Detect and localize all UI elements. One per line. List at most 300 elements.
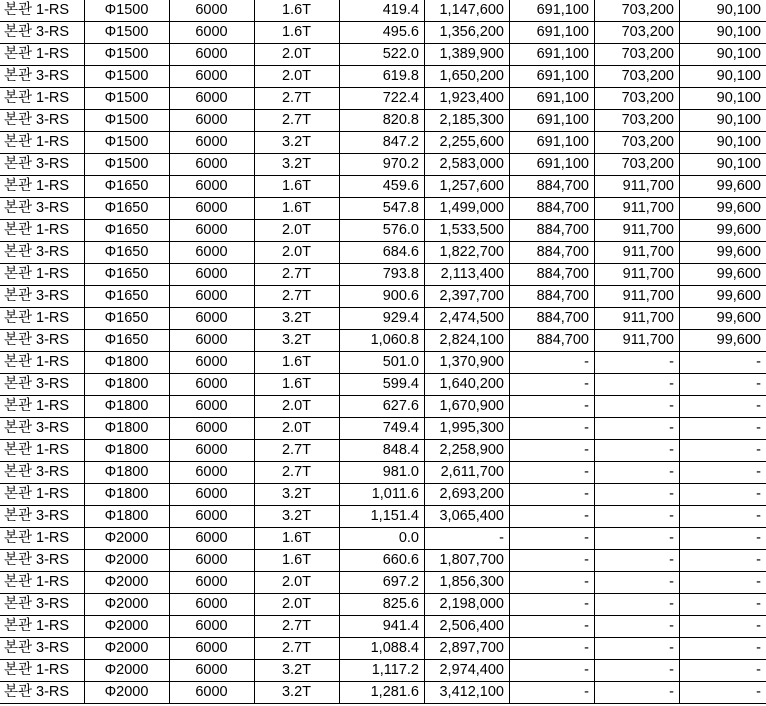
weight-cell[interactable]: 722.4 — [340, 88, 425, 110]
value-b-cell[interactable]: 911,700 — [595, 286, 680, 308]
thickness-cell[interactable]: 1.6T — [255, 528, 340, 550]
thickness-cell[interactable]: 1.6T — [255, 0, 340, 22]
value-b-cell[interactable]: - — [595, 638, 680, 660]
thickness-cell[interactable]: 2.0T — [255, 44, 340, 66]
value-b-cell[interactable]: - — [595, 616, 680, 638]
value-c-cell[interactable]: 99,600 — [680, 176, 766, 198]
weight-cell[interactable]: 419.4 — [340, 0, 425, 22]
price-cell[interactable]: 2,974,400 — [425, 660, 510, 682]
location-cell[interactable]: 본관 1-RS — [0, 572, 85, 594]
value-a-cell[interactable]: - — [510, 396, 595, 418]
value-c-cell[interactable]: - — [680, 440, 766, 462]
value-b-cell[interactable]: 703,200 — [595, 154, 680, 176]
thickness-cell[interactable]: 2.0T — [255, 594, 340, 616]
length-cell[interactable]: 6000 — [170, 594, 255, 616]
diameter-cell[interactable]: Φ1800 — [85, 440, 170, 462]
diameter-cell[interactable]: Φ1500 — [85, 154, 170, 176]
value-b-cell[interactable]: - — [595, 528, 680, 550]
value-a-cell[interactable]: 884,700 — [510, 286, 595, 308]
price-cell[interactable]: 2,198,000 — [425, 594, 510, 616]
value-a-cell[interactable]: - — [510, 440, 595, 462]
length-cell[interactable]: 6000 — [170, 418, 255, 440]
value-b-cell[interactable]: - — [595, 660, 680, 682]
table-row[interactable] — [0, 572, 766, 594]
table-row[interactable] — [0, 176, 766, 198]
value-b-cell[interactable]: 911,700 — [595, 242, 680, 264]
diameter-cell[interactable]: Φ2000 — [85, 638, 170, 660]
diameter-cell[interactable]: Φ2000 — [85, 660, 170, 682]
diameter-cell[interactable]: Φ1800 — [85, 506, 170, 528]
thickness-cell[interactable]: 2.7T — [255, 638, 340, 660]
thickness-cell[interactable]: 3.2T — [255, 506, 340, 528]
value-a-cell[interactable]: - — [510, 418, 595, 440]
location-cell[interactable]: 본관 1-RS — [0, 484, 85, 506]
value-b-cell[interactable]: - — [595, 506, 680, 528]
value-a-cell[interactable]: 691,100 — [510, 44, 595, 66]
diameter-cell[interactable]: Φ1650 — [85, 308, 170, 330]
value-a-cell[interactable]: - — [510, 572, 595, 594]
table-row[interactable] — [0, 462, 766, 484]
thickness-cell[interactable]: 2.0T — [255, 66, 340, 88]
price-cell[interactable]: 1,807,700 — [425, 550, 510, 572]
location-cell[interactable]: 본관 1-RS — [0, 616, 85, 638]
diameter-cell[interactable]: Φ1650 — [85, 330, 170, 352]
thickness-cell[interactable]: 2.0T — [255, 396, 340, 418]
table-row[interactable] — [0, 308, 766, 330]
value-a-cell[interactable]: 691,100 — [510, 22, 595, 44]
length-cell[interactable]: 6000 — [170, 616, 255, 638]
table-row[interactable] — [0, 638, 766, 660]
price-cell[interactable]: 1,670,900 — [425, 396, 510, 418]
weight-cell[interactable]: 576.0 — [340, 220, 425, 242]
weight-cell[interactable]: 684.6 — [340, 242, 425, 264]
length-cell[interactable]: 6000 — [170, 506, 255, 528]
location-cell[interactable]: 본관 3-RS — [0, 638, 85, 660]
weight-cell[interactable]: 820.8 — [340, 110, 425, 132]
value-a-cell[interactable]: 691,100 — [510, 132, 595, 154]
value-c-cell[interactable]: - — [680, 506, 766, 528]
diameter-cell[interactable]: Φ1500 — [85, 88, 170, 110]
table-row[interactable] — [0, 154, 766, 176]
diameter-cell[interactable]: Φ2000 — [85, 594, 170, 616]
table-row[interactable] — [0, 330, 766, 352]
value-a-cell[interactable]: - — [510, 374, 595, 396]
value-a-cell[interactable]: - — [510, 682, 595, 704]
price-cell[interactable]: 1,856,300 — [425, 572, 510, 594]
diameter-cell[interactable]: Φ1800 — [85, 352, 170, 374]
value-b-cell[interactable]: 703,200 — [595, 110, 680, 132]
length-cell[interactable]: 6000 — [170, 484, 255, 506]
table-row[interactable] — [0, 550, 766, 572]
location-cell[interactable]: 본관 3-RS — [0, 154, 85, 176]
weight-cell[interactable]: 547.8 — [340, 198, 425, 220]
value-a-cell[interactable]: 884,700 — [510, 264, 595, 286]
value-b-cell[interactable]: - — [595, 462, 680, 484]
value-c-cell[interactable]: - — [680, 418, 766, 440]
location-cell[interactable]: 본관 3-RS — [0, 22, 85, 44]
diameter-cell[interactable]: Φ1650 — [85, 176, 170, 198]
value-a-cell[interactable]: - — [510, 616, 595, 638]
length-cell[interactable]: 6000 — [170, 550, 255, 572]
length-cell[interactable]: 6000 — [170, 242, 255, 264]
table-row[interactable] — [0, 484, 766, 506]
location-cell[interactable]: 본관 1-RS — [0, 396, 85, 418]
price-cell[interactable]: - — [425, 528, 510, 550]
price-cell[interactable]: 2,185,300 — [425, 110, 510, 132]
value-b-cell[interactable]: 703,200 — [595, 0, 680, 22]
weight-cell[interactable]: 1,151.4 — [340, 506, 425, 528]
value-c-cell[interactable]: - — [680, 572, 766, 594]
price-cell[interactable]: 2,583,000 — [425, 154, 510, 176]
thickness-cell[interactable]: 2.7T — [255, 110, 340, 132]
value-a-cell[interactable]: - — [510, 638, 595, 660]
weight-cell[interactable]: 900.6 — [340, 286, 425, 308]
value-c-cell[interactable]: 99,600 — [680, 308, 766, 330]
thickness-cell[interactable]: 2.7T — [255, 462, 340, 484]
table-row[interactable] — [0, 396, 766, 418]
location-cell[interactable]: 본관 1-RS — [0, 440, 85, 462]
value-c-cell[interactable]: 90,100 — [680, 110, 766, 132]
diameter-cell[interactable]: Φ1800 — [85, 374, 170, 396]
thickness-cell[interactable]: 3.2T — [255, 132, 340, 154]
table-row[interactable] — [0, 418, 766, 440]
price-cell[interactable]: 1,640,200 — [425, 374, 510, 396]
value-c-cell[interactable]: - — [680, 396, 766, 418]
location-cell[interactable]: 본관 1-RS — [0, 352, 85, 374]
value-a-cell[interactable]: 691,100 — [510, 0, 595, 22]
thickness-cell[interactable]: 2.7T — [255, 286, 340, 308]
thickness-cell[interactable]: 2.7T — [255, 440, 340, 462]
table-row[interactable] — [0, 352, 766, 374]
weight-cell[interactable]: 749.4 — [340, 418, 425, 440]
value-a-cell[interactable]: - — [510, 352, 595, 374]
table-row[interactable] — [0, 528, 766, 550]
table-row[interactable] — [0, 440, 766, 462]
location-cell[interactable]: 본관 1-RS — [0, 0, 85, 22]
weight-cell[interactable]: 1,060.8 — [340, 330, 425, 352]
value-c-cell[interactable]: 90,100 — [680, 0, 766, 22]
length-cell[interactable]: 6000 — [170, 88, 255, 110]
value-a-cell[interactable]: - — [510, 484, 595, 506]
diameter-cell[interactable]: Φ2000 — [85, 572, 170, 594]
table-row[interactable] — [0, 22, 766, 44]
value-c-cell[interactable]: 90,100 — [680, 66, 766, 88]
value-b-cell[interactable]: 703,200 — [595, 44, 680, 66]
price-cell[interactable]: 1,356,200 — [425, 22, 510, 44]
thickness-cell[interactable]: 3.2T — [255, 484, 340, 506]
price-cell[interactable]: 2,258,900 — [425, 440, 510, 462]
value-c-cell[interactable]: 90,100 — [680, 154, 766, 176]
location-cell[interactable]: 본관 1-RS — [0, 528, 85, 550]
price-cell[interactable]: 3,065,400 — [425, 506, 510, 528]
diameter-cell[interactable]: Φ2000 — [85, 528, 170, 550]
table-row[interactable] — [0, 616, 766, 638]
location-cell[interactable]: 본관 1-RS — [0, 308, 85, 330]
price-cell[interactable]: 1,257,600 — [425, 176, 510, 198]
value-a-cell[interactable]: 884,700 — [510, 176, 595, 198]
thickness-cell[interactable]: 1.6T — [255, 22, 340, 44]
value-b-cell[interactable]: 703,200 — [595, 132, 680, 154]
diameter-cell[interactable]: Φ1650 — [85, 286, 170, 308]
weight-cell[interactable]: 1,011.6 — [340, 484, 425, 506]
value-b-cell[interactable]: 703,200 — [595, 66, 680, 88]
diameter-cell[interactable]: Φ1500 — [85, 44, 170, 66]
length-cell[interactable]: 6000 — [170, 440, 255, 462]
table-row[interactable] — [0, 286, 766, 308]
weight-cell[interactable]: 970.2 — [340, 154, 425, 176]
thickness-cell[interactable]: 3.2T — [255, 682, 340, 704]
thickness-cell[interactable]: 1.6T — [255, 352, 340, 374]
value-c-cell[interactable]: - — [680, 638, 766, 660]
location-cell[interactable]: 본관 1-RS — [0, 132, 85, 154]
thickness-cell[interactable]: 2.7T — [255, 264, 340, 286]
value-c-cell[interactable]: - — [680, 594, 766, 616]
value-c-cell[interactable]: - — [680, 374, 766, 396]
weight-cell[interactable]: 929.4 — [340, 308, 425, 330]
value-c-cell[interactable]: - — [680, 616, 766, 638]
value-b-cell[interactable]: - — [595, 682, 680, 704]
location-cell[interactable]: 본관 3-RS — [0, 462, 85, 484]
value-a-cell[interactable]: 884,700 — [510, 308, 595, 330]
value-c-cell[interactable]: - — [680, 528, 766, 550]
value-c-cell[interactable]: - — [680, 484, 766, 506]
weight-cell[interactable]: 1,281.6 — [340, 682, 425, 704]
value-b-cell[interactable]: 703,200 — [595, 88, 680, 110]
value-c-cell[interactable]: - — [680, 352, 766, 374]
length-cell[interactable]: 6000 — [170, 198, 255, 220]
value-a-cell[interactable]: - — [510, 594, 595, 616]
table-row[interactable] — [0, 0, 766, 22]
value-a-cell[interactable]: 884,700 — [510, 330, 595, 352]
table-row[interactable] — [0, 506, 766, 528]
thickness-cell[interactable]: 1.6T — [255, 198, 340, 220]
table-row[interactable] — [0, 132, 766, 154]
table-row[interactable] — [0, 374, 766, 396]
value-c-cell[interactable]: 90,100 — [680, 132, 766, 154]
price-cell[interactable]: 1,499,000 — [425, 198, 510, 220]
table-row[interactable] — [0, 242, 766, 264]
value-b-cell[interactable]: - — [595, 374, 680, 396]
thickness-cell[interactable]: 2.0T — [255, 418, 340, 440]
diameter-cell[interactable]: Φ2000 — [85, 616, 170, 638]
location-cell[interactable]: 본관 1-RS — [0, 220, 85, 242]
price-cell[interactable]: 1,822,700 — [425, 242, 510, 264]
length-cell[interactable]: 6000 — [170, 638, 255, 660]
table-row[interactable] — [0, 264, 766, 286]
weight-cell[interactable]: 941.4 — [340, 616, 425, 638]
price-cell[interactable]: 1,923,400 — [425, 88, 510, 110]
length-cell[interactable]: 6000 — [170, 44, 255, 66]
value-c-cell[interactable]: 90,100 — [680, 22, 766, 44]
thickness-cell[interactable]: 2.7T — [255, 88, 340, 110]
location-cell[interactable]: 본관 3-RS — [0, 198, 85, 220]
value-b-cell[interactable]: 911,700 — [595, 330, 680, 352]
value-b-cell[interactable]: 911,700 — [595, 220, 680, 242]
value-c-cell[interactable]: 99,600 — [680, 264, 766, 286]
price-cell[interactable]: 2,506,400 — [425, 616, 510, 638]
table-row[interactable] — [0, 198, 766, 220]
thickness-cell[interactable]: 2.7T — [255, 616, 340, 638]
price-cell[interactable]: 2,693,200 — [425, 484, 510, 506]
value-a-cell[interactable]: - — [510, 660, 595, 682]
value-c-cell[interactable]: 99,600 — [680, 220, 766, 242]
weight-cell[interactable]: 697.2 — [340, 572, 425, 594]
location-cell[interactable]: 본관 1-RS — [0, 44, 85, 66]
value-b-cell[interactable]: - — [595, 418, 680, 440]
weight-cell[interactable]: 847.2 — [340, 132, 425, 154]
diameter-cell[interactable]: Φ1650 — [85, 220, 170, 242]
length-cell[interactable]: 6000 — [170, 220, 255, 242]
diameter-cell[interactable]: Φ2000 — [85, 682, 170, 704]
weight-cell[interactable]: 660.6 — [340, 550, 425, 572]
length-cell[interactable]: 6000 — [170, 330, 255, 352]
value-c-cell[interactable]: 99,600 — [680, 286, 766, 308]
value-a-cell[interactable]: 691,100 — [510, 88, 595, 110]
diameter-cell[interactable]: Φ1800 — [85, 462, 170, 484]
diameter-cell[interactable]: Φ1500 — [85, 132, 170, 154]
length-cell[interactable]: 6000 — [170, 396, 255, 418]
thickness-cell[interactable]: 3.2T — [255, 308, 340, 330]
value-c-cell[interactable]: 90,100 — [680, 88, 766, 110]
table-row[interactable] — [0, 660, 766, 682]
price-cell[interactable]: 2,474,500 — [425, 308, 510, 330]
location-cell[interactable]: 본관 3-RS — [0, 418, 85, 440]
value-c-cell[interactable]: - — [680, 660, 766, 682]
length-cell[interactable]: 6000 — [170, 154, 255, 176]
location-cell[interactable]: 본관 3-RS — [0, 682, 85, 704]
price-cell[interactable]: 3,412,100 — [425, 682, 510, 704]
diameter-cell[interactable]: Φ1800 — [85, 396, 170, 418]
length-cell[interactable]: 6000 — [170, 308, 255, 330]
length-cell[interactable]: 6000 — [170, 572, 255, 594]
value-c-cell[interactable]: - — [680, 550, 766, 572]
location-cell[interactable]: 본관 3-RS — [0, 550, 85, 572]
table-row[interactable] — [0, 66, 766, 88]
location-cell[interactable]: 본관 3-RS — [0, 374, 85, 396]
length-cell[interactable]: 6000 — [170, 66, 255, 88]
value-a-cell[interactable]: 884,700 — [510, 242, 595, 264]
diameter-cell[interactable]: Φ1650 — [85, 198, 170, 220]
thickness-cell[interactable]: 1.6T — [255, 176, 340, 198]
price-cell[interactable]: 2,255,600 — [425, 132, 510, 154]
value-b-cell[interactable]: - — [595, 440, 680, 462]
value-b-cell[interactable]: 911,700 — [595, 176, 680, 198]
weight-cell[interactable]: 599.4 — [340, 374, 425, 396]
table-row[interactable] — [0, 44, 766, 66]
length-cell[interactable]: 6000 — [170, 374, 255, 396]
weight-cell[interactable]: 459.6 — [340, 176, 425, 198]
length-cell[interactable]: 6000 — [170, 0, 255, 22]
value-b-cell[interactable]: 911,700 — [595, 264, 680, 286]
value-c-cell[interactable]: 99,600 — [680, 330, 766, 352]
length-cell[interactable]: 6000 — [170, 132, 255, 154]
value-b-cell[interactable]: - — [595, 572, 680, 594]
price-cell[interactable]: 1,147,600 — [425, 0, 510, 22]
value-b-cell[interactable]: 911,700 — [595, 198, 680, 220]
location-cell[interactable]: 본관 3-RS — [0, 110, 85, 132]
table-row[interactable] — [0, 88, 766, 110]
table-row[interactable] — [0, 594, 766, 616]
diameter-cell[interactable]: Φ1800 — [85, 418, 170, 440]
diameter-cell[interactable]: Φ1500 — [85, 0, 170, 22]
length-cell[interactable]: 6000 — [170, 352, 255, 374]
value-c-cell[interactable]: - — [680, 682, 766, 704]
thickness-cell[interactable]: 2.0T — [255, 572, 340, 594]
price-cell[interactable]: 2,397,700 — [425, 286, 510, 308]
value-c-cell[interactable]: 99,600 — [680, 242, 766, 264]
value-b-cell[interactable]: 911,700 — [595, 308, 680, 330]
thickness-cell[interactable]: 3.2T — [255, 330, 340, 352]
value-a-cell[interactable]: - — [510, 506, 595, 528]
value-a-cell[interactable]: 884,700 — [510, 198, 595, 220]
value-a-cell[interactable]: 691,100 — [510, 66, 595, 88]
diameter-cell[interactable]: Φ1650 — [85, 264, 170, 286]
location-cell[interactable]: 본관 3-RS — [0, 506, 85, 528]
weight-cell[interactable]: 495.6 — [340, 22, 425, 44]
table-row[interactable] — [0, 682, 766, 704]
price-cell[interactable]: 2,113,400 — [425, 264, 510, 286]
length-cell[interactable]: 6000 — [170, 682, 255, 704]
weight-cell[interactable]: 0.0 — [340, 528, 425, 550]
length-cell[interactable]: 6000 — [170, 110, 255, 132]
value-b-cell[interactable]: 703,200 — [595, 22, 680, 44]
value-a-cell[interactable]: 691,100 — [510, 154, 595, 176]
value-c-cell[interactable]: 90,100 — [680, 44, 766, 66]
length-cell[interactable]: 6000 — [170, 176, 255, 198]
thickness-cell[interactable]: 3.2T — [255, 660, 340, 682]
weight-cell[interactable]: 1,117.2 — [340, 660, 425, 682]
location-cell[interactable]: 본관 1-RS — [0, 264, 85, 286]
weight-cell[interactable]: 848.4 — [340, 440, 425, 462]
weight-cell[interactable]: 825.6 — [340, 594, 425, 616]
value-c-cell[interactable]: - — [680, 462, 766, 484]
length-cell[interactable]: 6000 — [170, 528, 255, 550]
location-cell[interactable]: 본관 3-RS — [0, 594, 85, 616]
location-cell[interactable]: 본관 1-RS — [0, 88, 85, 110]
price-cell[interactable]: 1,533,500 — [425, 220, 510, 242]
weight-cell[interactable]: 501.0 — [340, 352, 425, 374]
location-cell[interactable]: 본관 1-RS — [0, 660, 85, 682]
price-cell[interactable]: 2,611,700 — [425, 462, 510, 484]
diameter-cell[interactable]: Φ2000 — [85, 550, 170, 572]
price-cell[interactable]: 1,370,900 — [425, 352, 510, 374]
price-cell[interactable]: 2,824,100 — [425, 330, 510, 352]
table-row[interactable] — [0, 110, 766, 132]
location-cell[interactable]: 본관 3-RS — [0, 242, 85, 264]
location-cell[interactable]: 본관 3-RS — [0, 66, 85, 88]
value-b-cell[interactable]: - — [595, 550, 680, 572]
value-a-cell[interactable]: - — [510, 550, 595, 572]
weight-cell[interactable]: 522.0 — [340, 44, 425, 66]
location-cell[interactable]: 본관 1-RS — [0, 176, 85, 198]
value-a-cell[interactable]: 691,100 — [510, 110, 595, 132]
value-a-cell[interactable]: 884,700 — [510, 220, 595, 242]
length-cell[interactable]: 6000 — [170, 264, 255, 286]
value-c-cell[interactable]: 99,600 — [680, 198, 766, 220]
weight-cell[interactable]: 793.8 — [340, 264, 425, 286]
length-cell[interactable]: 6000 — [170, 286, 255, 308]
location-cell[interactable]: 본관 3-RS — [0, 286, 85, 308]
price-cell[interactable]: 1,650,200 — [425, 66, 510, 88]
weight-cell[interactable]: 1,088.4 — [340, 638, 425, 660]
value-b-cell[interactable]: - — [595, 396, 680, 418]
thickness-cell[interactable]: 1.6T — [255, 550, 340, 572]
diameter-cell[interactable]: Φ1500 — [85, 110, 170, 132]
thickness-cell[interactable]: 3.2T — [255, 154, 340, 176]
weight-cell[interactable]: 981.0 — [340, 462, 425, 484]
location-cell[interactable]: 본관 3-RS — [0, 330, 85, 352]
diameter-cell[interactable]: Φ1650 — [85, 242, 170, 264]
